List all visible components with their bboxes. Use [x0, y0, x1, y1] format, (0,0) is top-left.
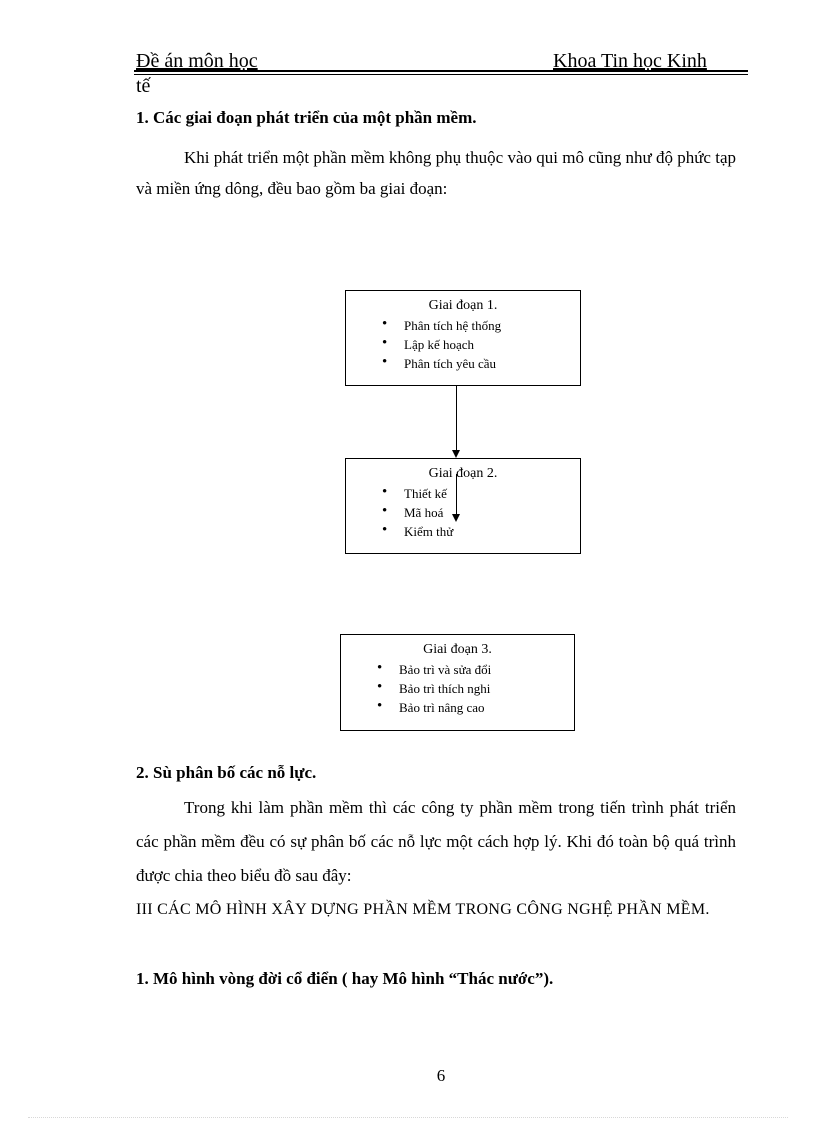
stage3-title: Giai đoạn 3. — [423, 642, 492, 657]
arrow-head-icon — [452, 450, 460, 458]
page-bottom-divider — [28, 1117, 788, 1118]
section2-heading: 2. Sù phân bố các nỗ lực. — [136, 763, 317, 782]
header-rule — [134, 70, 748, 72]
header-right-wrap: tế — [136, 75, 151, 97]
stage2-box — [345, 458, 581, 554]
stage2-title: Giai đoạn 2. — [428, 466, 498, 481]
header-left-title: Đề án môn học — [136, 50, 258, 72]
section1-paragraph: Khi phát triển một phần mềm không phụ thuộc vào qui mô cũng như độ phức tạp và miền ứng dông, đều bao gồm ba giai đoạn: — [136, 148, 736, 198]
stage1-item: • Phân tích hệ thống — [346, 316, 580, 335]
stage3-box — [340, 634, 575, 731]
stage1-item: • Lập kế hoạch — [346, 335, 580, 354]
header-rule-thin — [134, 74, 748, 75]
section3-heading: III CÁC MÔ HÌNH XÂY DỰNG PHẦN MỀM TRONG CÔNG NGHỆ PHẦN MỀM. — [136, 901, 710, 918]
stage1-list — [346, 316, 580, 373]
stage1-title: Giai đoạn 1. — [428, 298, 498, 313]
stage3-item: • Bảo trì nâng cao — [341, 698, 574, 717]
stage1-item: • Phân tích yêu cầu — [346, 354, 580, 373]
section1-heading: 1. Các giai đoạn phát triển của một phần mềm. — [136, 108, 477, 127]
arrow-stage2-overlay — [456, 474, 457, 514]
section4-heading: 1. Mô hình vòng đời cổ điển ( hay Mô hình “Thác nước”). — [136, 969, 554, 988]
stage2-list — [346, 484, 580, 541]
stage3-list — [341, 660, 574, 717]
arrow-head-icon — [452, 514, 460, 522]
stage2-item: • Kiểm thử — [346, 522, 580, 541]
section2-paragraph: Trong khi làm phần mềm thì các công ty phần mềm trong tiến trình phát triển các phần mềm đều có sự phân bố các nỗ lực một cách hợp lý. Khi đó toàn bộ quá trình được chia theo biểu đồ sau đây: — [136, 798, 736, 885]
arrow-stage1-to-stage2 — [456, 386, 457, 450]
header-right-title: Khoa Tin học Kinh — [553, 50, 707, 72]
stage3-item: • Bảo trì thích nghi — [341, 679, 574, 698]
stage2-item: • Thiết kế — [346, 484, 580, 503]
stage1-box — [345, 290, 581, 386]
stage2-item: • Mã hoá — [346, 503, 580, 522]
stage3-item: • Bảo trì và sửa đổi — [341, 660, 574, 679]
page-number: 6 — [436, 1066, 446, 1085]
